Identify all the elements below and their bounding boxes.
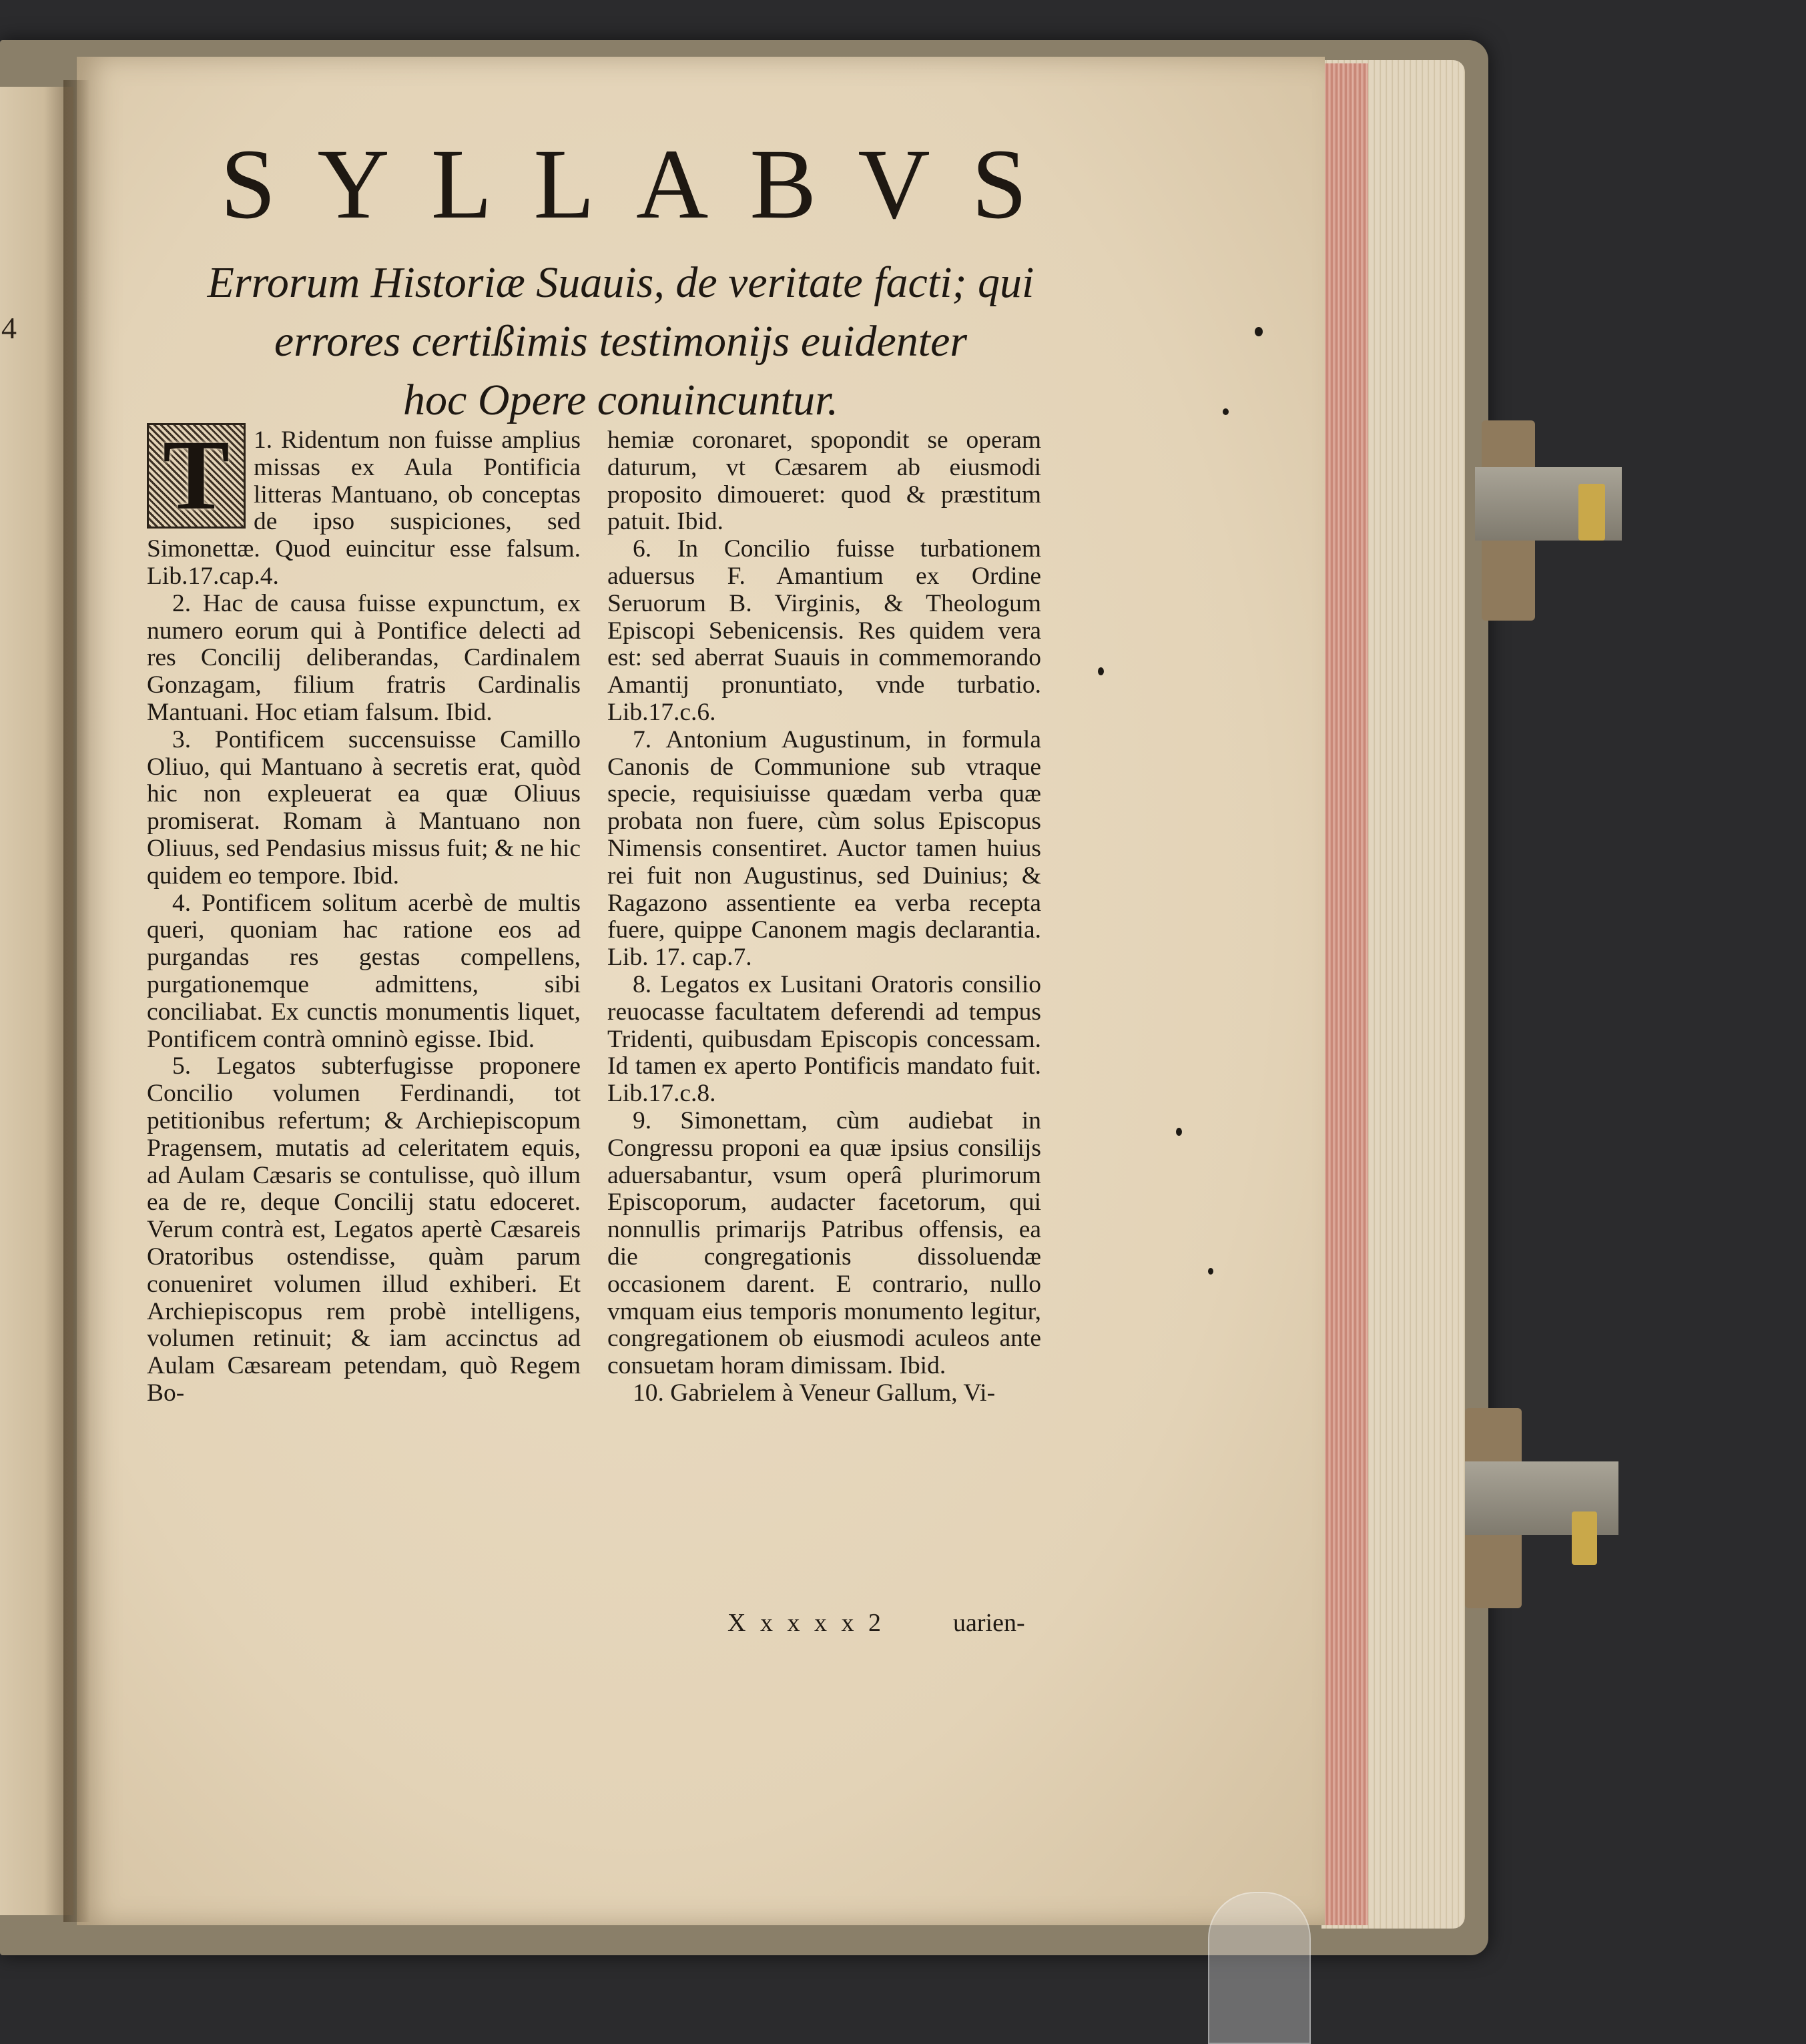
text-column-left	[147, 420, 581, 1407]
subtitle-line: errores certißimis testimonijs euidenter	[274, 317, 968, 366]
facing-page-number: 4	[1, 311, 17, 345]
page-subtitle	[160, 254, 1081, 430]
facing-page	[0, 87, 73, 1915]
book-stand	[1208, 1892, 1311, 2044]
page-title: SYLLABVS	[220, 129, 1069, 240]
paragraph: 9. Simonettam, cùm audiebat in Congressu proponi ea quæ ipsius consilijs aduersabantur, vsum operâ plurimorum Episcoporum, audacter facetorum, qui nonnullis primarijs Patribus offensis, ea die congregationis dissoluendæ occasionem darent. E contrario, nullo vmquam eius temporis monumento legitur, congregationem ob eiusmodi aculeos ante consuetam horam dimissam. Ibid.	[607, 1106, 1041, 1380]
paragraph: 7. Antonium Augustinum, in formula Canonis de Communione sub vtraque specie, requisiuisse quædam verba quæ probata non fuere, cùm solus Episcopus Nimensis consentiret. Auctor tamen huius rei fuit non Augustinus, sed Duinius; & Ragazono assentiente ea verba recepta fuere, quippe Canonem magis declarantia. Lib. 17. cap.7.	[607, 725, 1041, 972]
decorated-initial	[147, 420, 246, 531]
gutter-shadow	[63, 80, 90, 1922]
paragraph: 6. In Concilio fuisse turbationem aduersus F. Amantium ex Ordine Seruorum B. Virginis, & Theologum Episcopi Sebenicensis. Res quidem vera est: sed aberrat Suauis in commemorando Amantij pronuntiato, vnde turbatio. Lib.17.c.6.	[607, 535, 1041, 726]
wormhole	[1223, 408, 1229, 415]
wormhole	[1098, 667, 1104, 675]
paragraph: 1. Ridentum non fuisse amplius missas ex Aula Pontificia litteras Mantuano, ob conceptas de ipso suspiciones, sed Simonettæ. Quod euincitur esse falsum. Lib.17.cap.4.	[147, 426, 581, 590]
paragraph: 5. Legatos subterfugisse proponere Concilio volumen Ferdinandi, tot petitionibus refertum; & Archiepiscopum Pragensem, mutatis ad celeritatem equis, ad Aulam Cæsaris se contulisse, quò illum ea de re, deque Concilij statu edoceret. Verum contrà est, Legatos apertè Cæsareis Oratoribus ostendisse, quàm parum conueniret volumen illud exhiberi. Et Archiepiscopus rem probè intelligens, volumen retinuit; & iam accinctus ad Aulam Cæsaream petendam, quò Regem Bo-	[147, 1052, 581, 1407]
paragraph: 10. Gabrielem à Veneur Gallum, Vi-	[633, 1379, 996, 1407]
paragraph: 3. Pontificem succensuisse Camillo Oliuo, qui Mantuano à secretis erat, quòd hic non expleuerat ea quæ Oliuus promiserat. Romam à Mantuano non Oliuus, sed Pendasius missus fuit; & ne hic quidem eo tempore. Ibid.	[147, 725, 581, 890]
paragraph: 2. Hac de causa fuisse expunctum, ex numero eorum qui à Pontifice delecti ad res Concilij deliberandas, Cardinalem Gonzagam, filium fratris Cardinalis Mantuani. Hoc etiam falsum. Ibid.	[147, 589, 581, 726]
paragraph: 4. Pontificem solitum acerbè de multis queri, quoniam hac ratione eos ad purgandas res gestas compellens, purgationemque admittens, sibi conciliabat. Ex cunctis monumentis liquet, Pontificem contrà omninò egisse. Ibid.	[147, 889, 581, 1053]
dropcap-letter: T	[162, 420, 230, 531]
subtitle-line: Errorum Historiæ Suauis, de veritate facti; qui	[207, 258, 1034, 307]
paragraph: 8. Legatos ex Lusitani Oratoris consilio reuocasse facultatem deferendi ad tempus Tridenti, quibusdam Episcopis concessam. Id tamen ex aperto Pontificis mandato fuit. Lib.17.c.8.	[607, 970, 1041, 1108]
wormhole	[1176, 1128, 1182, 1136]
clasp-pin-lower	[1572, 1511, 1597, 1565]
wormhole	[1255, 327, 1263, 336]
paragraph: hemiæ coronaret, spopondit se operam daturum, vt Cæsarem ab eiusmodi proposito dimoueret: quod & præstitum patuit. Ibid.	[607, 426, 1041, 536]
signature-mark: X x x x x 2	[727, 1609, 885, 1637]
wormhole	[1208, 1268, 1213, 1275]
clasp-pin-upper	[1578, 484, 1605, 541]
text-column-right	[607, 427, 1041, 1407]
catchword: uarien-	[953, 1609, 1025, 1637]
red-page-edge	[1321, 63, 1368, 1925]
subtitle-line: hoc Opere conuincuntur.	[403, 376, 838, 424]
